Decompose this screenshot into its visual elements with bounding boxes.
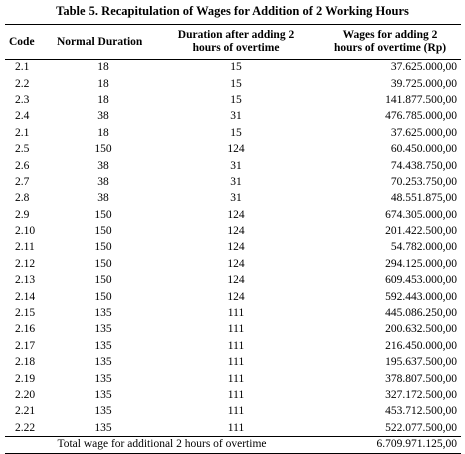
- cell-normal-duration: 135: [94, 307, 112, 320]
- table-row: [5, 240, 461, 256]
- table-row: [5, 92, 461, 108]
- cell-code: 2.15: [15, 307, 36, 320]
- table-row: [5, 191, 461, 207]
- wages-table: [5, 24, 461, 454]
- total-label: Total wage for additional 2 hours of overtime: [5, 436, 319, 453]
- cell-wage: 445.086.250,00: [385, 307, 457, 320]
- cell-duration-after: 15: [230, 93, 242, 106]
- cell-duration-after: 31: [230, 110, 242, 123]
- cell-wage: 216.450.000,00: [385, 339, 457, 352]
- table-row: [5, 109, 461, 125]
- cell-wage: 522.077.500,00: [385, 421, 457, 434]
- cell-wage: 141.877.500,00: [385, 93, 457, 106]
- cell-code: 2.1: [15, 61, 30, 74]
- table-row: [5, 404, 461, 420]
- table-row: [5, 371, 461, 387]
- cell-normal-duration: 150: [94, 241, 112, 254]
- cell-normal-duration: 38: [97, 192, 109, 205]
- header-duration-line1: Duration after adding 2: [177, 29, 295, 41]
- cell-duration-after: 31: [230, 159, 242, 172]
- cell-wage: 674.305.000,00: [385, 208, 457, 221]
- cell-normal-duration: 135: [94, 323, 112, 336]
- cell-wage: 609.453.000,00: [385, 274, 457, 287]
- table-row: [5, 158, 461, 174]
- cell-code: 2.14: [15, 290, 36, 303]
- cell-wage: 200.632.500,00: [385, 323, 457, 336]
- cell-duration-after: 124: [227, 143, 245, 156]
- cell-duration-after: 31: [230, 175, 242, 188]
- cell-wage: 48.551.875,00: [390, 192, 457, 205]
- cell-duration-after: 111: [227, 356, 245, 369]
- cell-duration-after: 111: [227, 339, 245, 352]
- cell-normal-duration: 18: [97, 93, 109, 106]
- cell-wage: 592.443.000,00: [385, 290, 457, 303]
- cell-normal-duration: 135: [94, 405, 112, 418]
- cell-code: 2.11: [15, 241, 35, 254]
- table-row: [5, 174, 461, 190]
- cell-code: 2.18: [15, 356, 36, 369]
- table-row: [5, 420, 461, 436]
- cell-code: 2.4: [15, 110, 30, 123]
- table-row: [5, 60, 461, 76]
- cell-normal-duration: 38: [97, 159, 109, 172]
- cell-normal-duration: 150: [94, 225, 112, 238]
- cell-wage: 54.782.000,00: [390, 241, 457, 254]
- cell-normal-duration: 38: [97, 175, 109, 188]
- cell-wage: 195.637.500,00: [385, 356, 457, 369]
- table-row: [5, 355, 461, 371]
- header-wages: [319, 25, 461, 60]
- header-duration-line2: hours of overtime: [192, 42, 280, 54]
- total-row: [5, 436, 461, 453]
- cell-normal-duration: 150: [94, 208, 112, 221]
- cell-code: 2.2: [15, 77, 30, 90]
- cell-normal-duration: 135: [94, 372, 112, 385]
- cell-code: 2.3: [15, 93, 30, 106]
- table-row: [5, 76, 461, 92]
- table-row: [5, 289, 461, 305]
- cell-code: 2.13: [15, 274, 36, 287]
- table-row: [5, 207, 461, 223]
- table-row: [5, 305, 461, 321]
- header-wages-line1: Wages for adding 2: [342, 29, 438, 41]
- cell-normal-duration: 135: [94, 421, 112, 434]
- cell-code: 2.9: [15, 208, 30, 221]
- cell-normal-duration: 18: [97, 126, 109, 139]
- cell-code: 2.7: [15, 175, 30, 188]
- cell-duration-after: 111: [227, 421, 245, 434]
- cell-duration-after: 15: [230, 77, 242, 90]
- cell-normal-duration: 150: [94, 143, 112, 156]
- cell-duration-after: 124: [227, 225, 245, 238]
- table-header-row: [5, 25, 461, 60]
- cell-code: 2.22: [15, 421, 36, 434]
- cell-duration-after: 124: [227, 257, 245, 270]
- header-wages-line2: hours of overtime (Rp): [333, 42, 447, 54]
- header-normal-duration: Normal Duration: [53, 25, 153, 60]
- cell-duration-after: 124: [227, 208, 245, 221]
- cell-wage: 201.422.500,00: [385, 225, 457, 238]
- cell-duration-after: 111: [227, 372, 245, 385]
- table-row: [5, 338, 461, 354]
- header-code: Code: [5, 25, 53, 60]
- cell-normal-duration: 38: [97, 110, 109, 123]
- total-value: 6.709.971.125,00: [319, 436, 461, 453]
- cell-wage: 476.785.000,00: [385, 110, 457, 123]
- cell-wage: 74.438.750,00: [390, 159, 457, 172]
- cell-duration-after: 111: [227, 389, 245, 401]
- table-row: [5, 223, 461, 239]
- cell-duration-after: 31: [230, 192, 242, 205]
- header-duration-after: [153, 25, 319, 60]
- table-row: [5, 273, 461, 289]
- cell-normal-duration: 150: [94, 274, 112, 287]
- cell-wage: 378.807.500,00: [385, 372, 457, 385]
- cell-wage: 39.725.000,00: [390, 77, 457, 90]
- cell-normal-duration: 150: [94, 290, 112, 303]
- cell-duration-after: 15: [230, 61, 242, 74]
- cell-code: 2.5: [15, 143, 30, 156]
- cell-normal-duration: 135: [94, 339, 112, 352]
- cell-duration-after: 124: [227, 274, 245, 287]
- cell-normal-duration: 18: [97, 61, 109, 74]
- cell-code: 2.1: [15, 126, 30, 139]
- cell-wage: 70.253.750,00: [390, 175, 457, 188]
- cell-duration-after: 124: [227, 241, 245, 254]
- cell-duration-after: 111: [227, 405, 245, 418]
- cell-normal-duration: 135: [94, 356, 112, 369]
- cell-code: 2.16: [15, 323, 36, 336]
- cell-wage: 294.125.000,00: [385, 257, 457, 270]
- cell-code: 2.21: [15, 405, 36, 418]
- cell-wage: 37.625.000,00: [390, 126, 457, 139]
- cell-code: 2.8: [15, 192, 30, 205]
- table-row: [5, 387, 461, 403]
- table-body: [5, 60, 461, 437]
- cell-normal-duration: 135: [94, 389, 112, 401]
- table-caption: Table 5. Recapitulation of Wages for Addition of 2 Working Hours: [56, 4, 409, 18]
- cell-duration-after: 15: [230, 126, 242, 139]
- cell-wage: 453.712.500,00: [385, 405, 457, 418]
- cell-duration-after: 111: [227, 307, 245, 320]
- cell-code: 2.10: [15, 225, 36, 238]
- cell-normal-duration: 150: [94, 257, 112, 270]
- cell-code: 2.19: [15, 372, 36, 385]
- table-row: [5, 256, 461, 272]
- cell-wage: 60.450.000,00: [390, 143, 457, 156]
- cell-code: 2.6: [15, 159, 30, 172]
- cell-code: 2.12: [15, 257, 36, 270]
- cell-normal-duration: 18: [97, 77, 109, 90]
- cell-wage: 327.172.500,00: [385, 389, 457, 401]
- cell-wage: 37.625.000,00: [390, 61, 457, 74]
- table-row: [5, 125, 461, 141]
- cell-code: 2.20: [15, 389, 36, 401]
- table-row: [5, 141, 461, 157]
- table-row: [5, 322, 461, 338]
- cell-code: 2.17: [15, 339, 36, 352]
- cell-duration-after: 111: [227, 323, 245, 336]
- cell-duration-after: 124: [227, 290, 245, 303]
